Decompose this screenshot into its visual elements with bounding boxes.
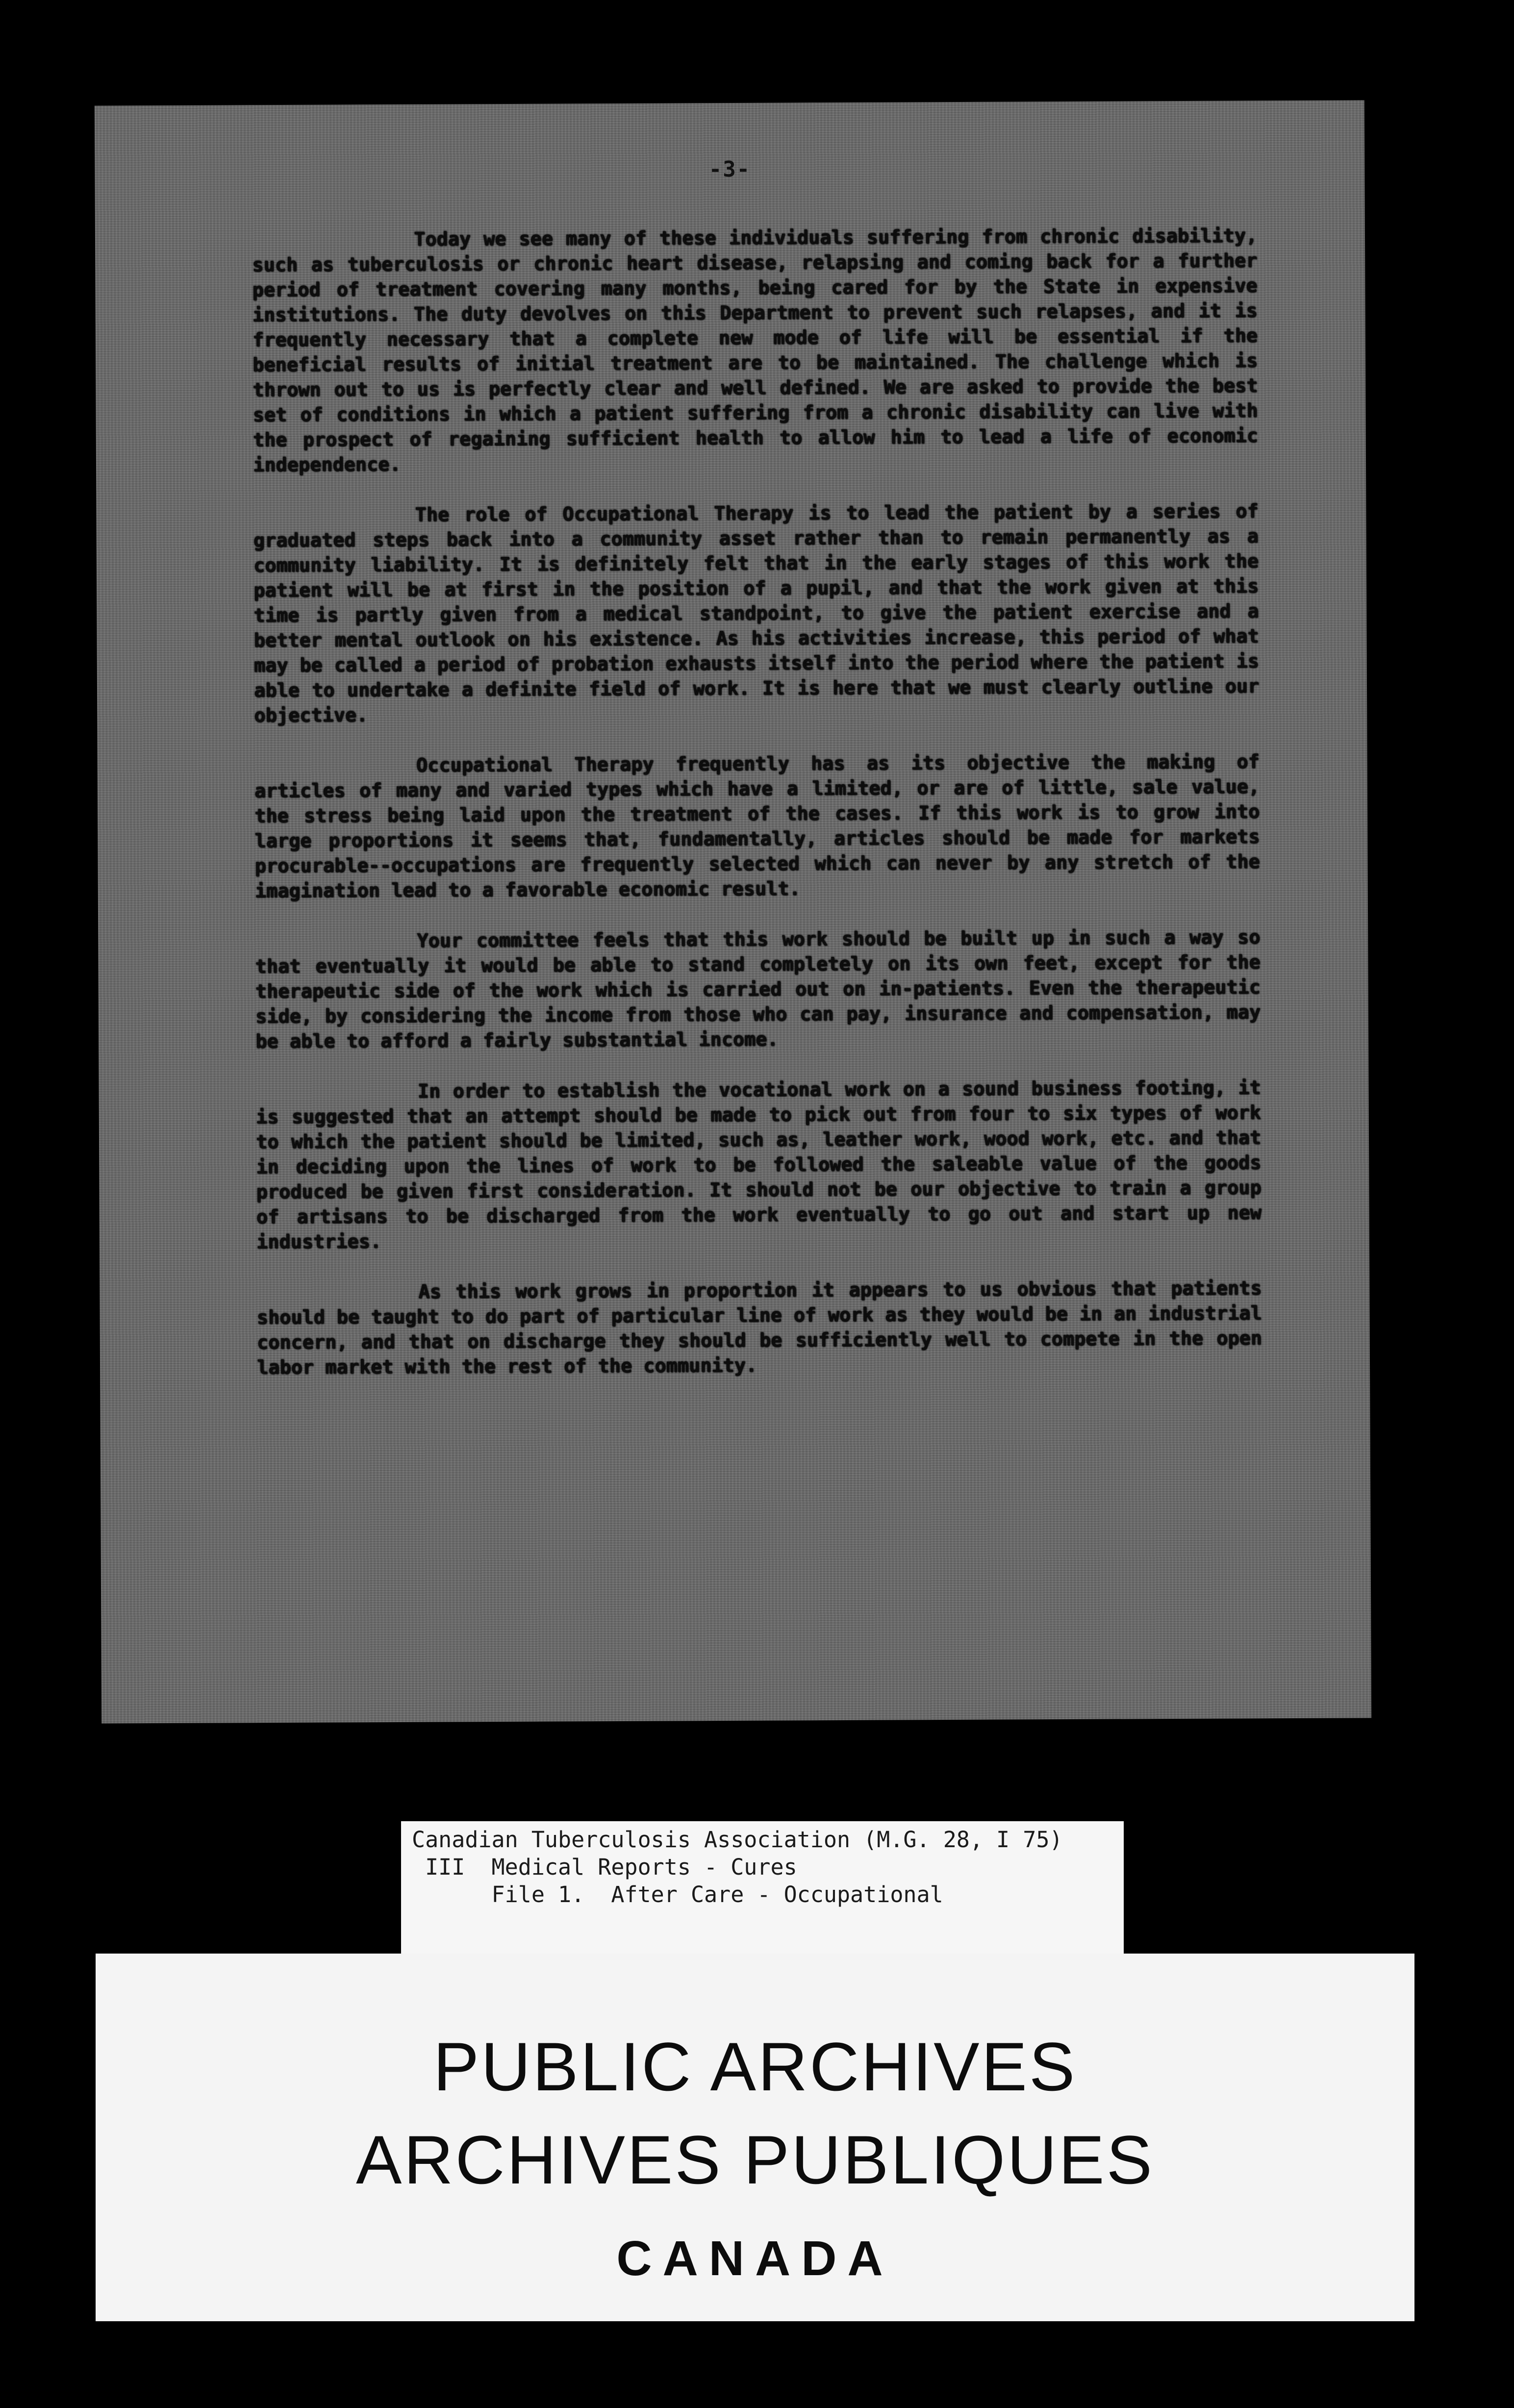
file-label-file: File 1. After Care - Occupational: [412, 1881, 943, 1907]
paragraph-1: Today we see many of these individuals suffering from chronic disability, such as tuberculosis or chronic heart disease, relapsing and coming back for a further period of treatment covering many months, being cared for by the State in expensive institutions. The duty devolves on this Department to prevent such relapses, and it is frequently necessary that a complete new mode of life will be essential if the beneficial results of initial treatment are to be maintained. The challenge which is thrown out to us is perfectly clear and well defined. We are asked to provide the best set of conditions in which a patient suffering from a chronic disability can live with the prospect of regaining sufficient health to allow him to lead a life of economic independence.: [252, 225, 1270, 477]
document-body: [252, 223, 1274, 1405]
paragraph-2: The role of Occupational Therapy is to lead the patient by a series of graduated steps back into a community asset rather than to remain permanently as a community liability. It is definitely felt that in the early stages of this work the patient will be at first in the position of a pupil, and that the work given at this time is partly given from a medical standpoint, to give the patient exercise and a better mental outlook on his existence. As his activities increase, this period of what may be called a period of probation exhausts itself into the period where the patient is able to undertake a definite field of work. It is here that we must clearly outline our objective.: [253, 500, 1271, 727]
archives-title-french: ARCHIVES PUBLIQUES: [356, 2121, 1154, 2198]
paragraph-4: Your committee feels that this work should be built up in such a way so that eventually it would be able to stand completely on its own feet, except for the therapeutic side of the work which is carried out on in-patients. Even the therapeutic side, by considering the income from those who can pay, insurance and compensation, may be able to afford a fairly substantial income.: [255, 926, 1272, 1053]
archives-title-english: PUBLIC ARCHIVES: [433, 2028, 1077, 2105]
file-label-series: III Medical Reports - Cures: [412, 1854, 797, 1880]
paragraph-3: Occupational Therapy frequently has as its objective the making of articles of many and varied types which have a limited, or are of little, sale value, the stress being laid upon the treatment of the cases. If this work is to grow into large proportions it seems that, fundamentally, articles should be made for markets procurable--occupations are frequently selected which can never by any stretch of the imagination lead to a favorable economic result.: [254, 751, 1271, 903]
page-number: -3-: [708, 156, 751, 182]
scanned-document-page: [95, 100, 1371, 1723]
paragraph-5: In order to establish the vocational work on a sound business footing, it is suggested that an attempt should be made to pick out from four to six types of work to which the patient should be limited, such as, leather work, wood work, etc. and that in deciding upon the lines of work to be followed the saleable value of the goods produced be given first consideration. It should not be our objective to train a group of artisans to be discharged from the work eventually to go out and start up new industries.: [255, 1077, 1273, 1254]
file-label-collection: Canadian Tuberculosis Association (M.G. 28, I 75): [412, 1827, 1063, 1853]
archives-country: CANADA: [616, 2231, 894, 2286]
public-archives-card: [96, 1954, 1414, 2321]
archive-file-label: [401, 1821, 1124, 1954]
paragraph-6: As this work grows in proportion it appears to us obvious that patients should be taught to do part of particular line of work as they would be in an industrial concern, and that on discharge they should be sufficiently well to compete in the open labor market with the rest of the community.: [256, 1277, 1274, 1379]
